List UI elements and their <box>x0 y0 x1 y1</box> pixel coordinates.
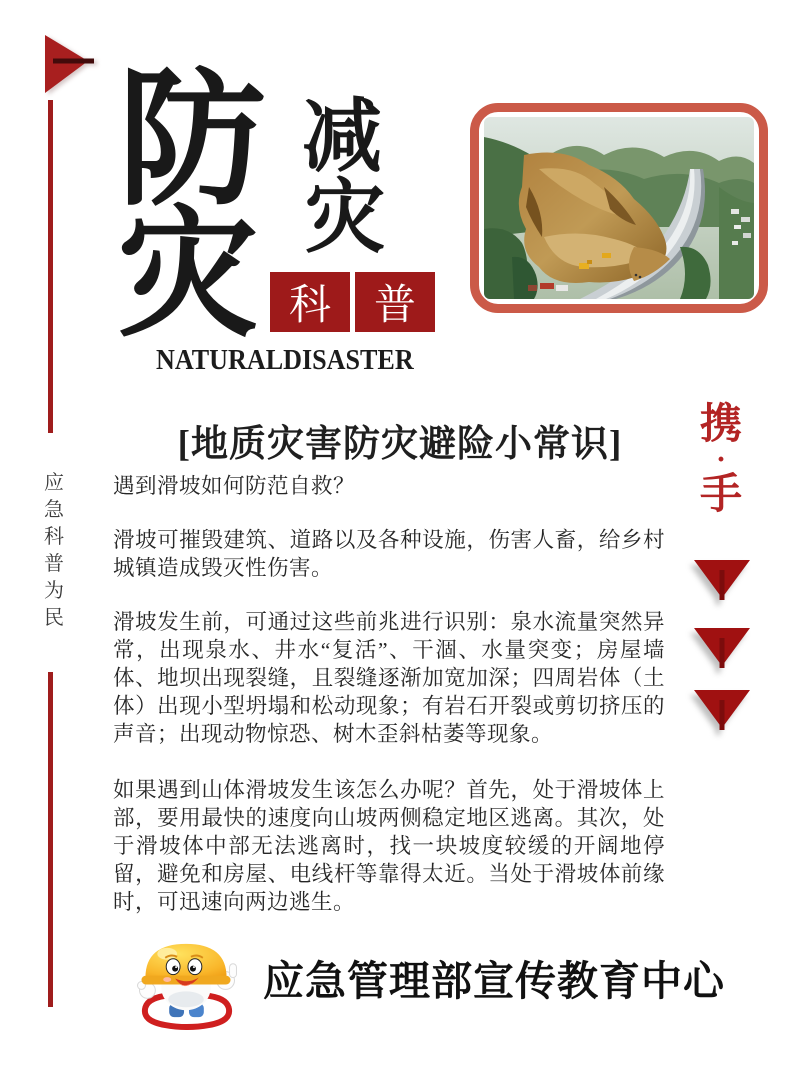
down-triangle-icon <box>692 626 752 674</box>
paragraph-damage: 滑坡可摧毁建筑、道路以及各种设施，伤害人畜，给乡村城镇造成毁灭性伤害。 <box>113 528 665 580</box>
slogan-char: 手 <box>699 472 742 518</box>
article-body <box>113 472 665 916</box>
slogan-char: 普 <box>44 553 64 575</box>
kepu-badge <box>270 272 435 332</box>
footer-organization: 应急管理部宣传教育中心 <box>263 958 725 1004</box>
masthead-char-fang: 防 <box>118 54 266 226</box>
down-triangle-icon <box>692 558 752 606</box>
badge-box-pu: 普 <box>355 272 435 332</box>
masthead-char-zai2: 灾 <box>305 171 385 264</box>
slogan-char: 携 <box>699 402 742 448</box>
slogan-char: 应 <box>44 472 64 494</box>
slogan-char: 民 <box>44 607 64 629</box>
badge-box-ke: 科 <box>270 272 350 332</box>
page-title: [地质灾害防灾避险小常识] <box>177 424 623 465</box>
paragraph-what-to-do: 如果遇到山体滑坡发生该怎么办呢？首先，处于滑坡体上部，要用最快的速度向山坡两侧稳定地区逃离。其次，处于滑坡体中部无法逃离时，找一块坡度较缓的开阔地停留，避免和房屋、电线杆等靠得太近。当处于滑坡体前缘时，可迅速向两边逃生。 <box>113 778 665 914</box>
left-rule-bottom <box>48 672 53 1007</box>
paragraph-question: 遇到滑坡如何防范自救？ <box>113 474 356 498</box>
paragraph-warning-signs: 滑坡发生前，可通过这些前兆进行识别：泉水流量突然异常，出现泉水、井水“复活”、干涸、水量突变；房屋墙体、地坝出现裂缝，且裂缝逐渐加宽加深；四周岩体（土体）出现小型坍塌和松动现象；有岩石开裂或剪切挤压的声音；出现动物惊恐、树木歪斜枯萎等现象。 <box>113 610 665 746</box>
slogan-dot: · <box>715 443 726 476</box>
slogan-char: 为 <box>44 580 64 602</box>
landslide-photo <box>484 117 754 299</box>
left-vertical-slogan <box>41 470 67 632</box>
right-vertical-slogan <box>698 400 744 520</box>
masthead-char-zai: 灾 <box>118 194 259 357</box>
down-triangle-icon <box>692 688 752 736</box>
slogan-char: 急 <box>44 499 64 521</box>
slogan-char: 科 <box>44 526 64 548</box>
flag-pennant-icon <box>44 33 96 97</box>
mascot-icon <box>127 936 247 1030</box>
subtitle-english: NATURALDISASTER <box>156 344 414 376</box>
left-rule-top <box>48 100 53 433</box>
landslide-photo-frame <box>470 103 768 313</box>
masthead-char-jian: 减 <box>302 90 382 183</box>
